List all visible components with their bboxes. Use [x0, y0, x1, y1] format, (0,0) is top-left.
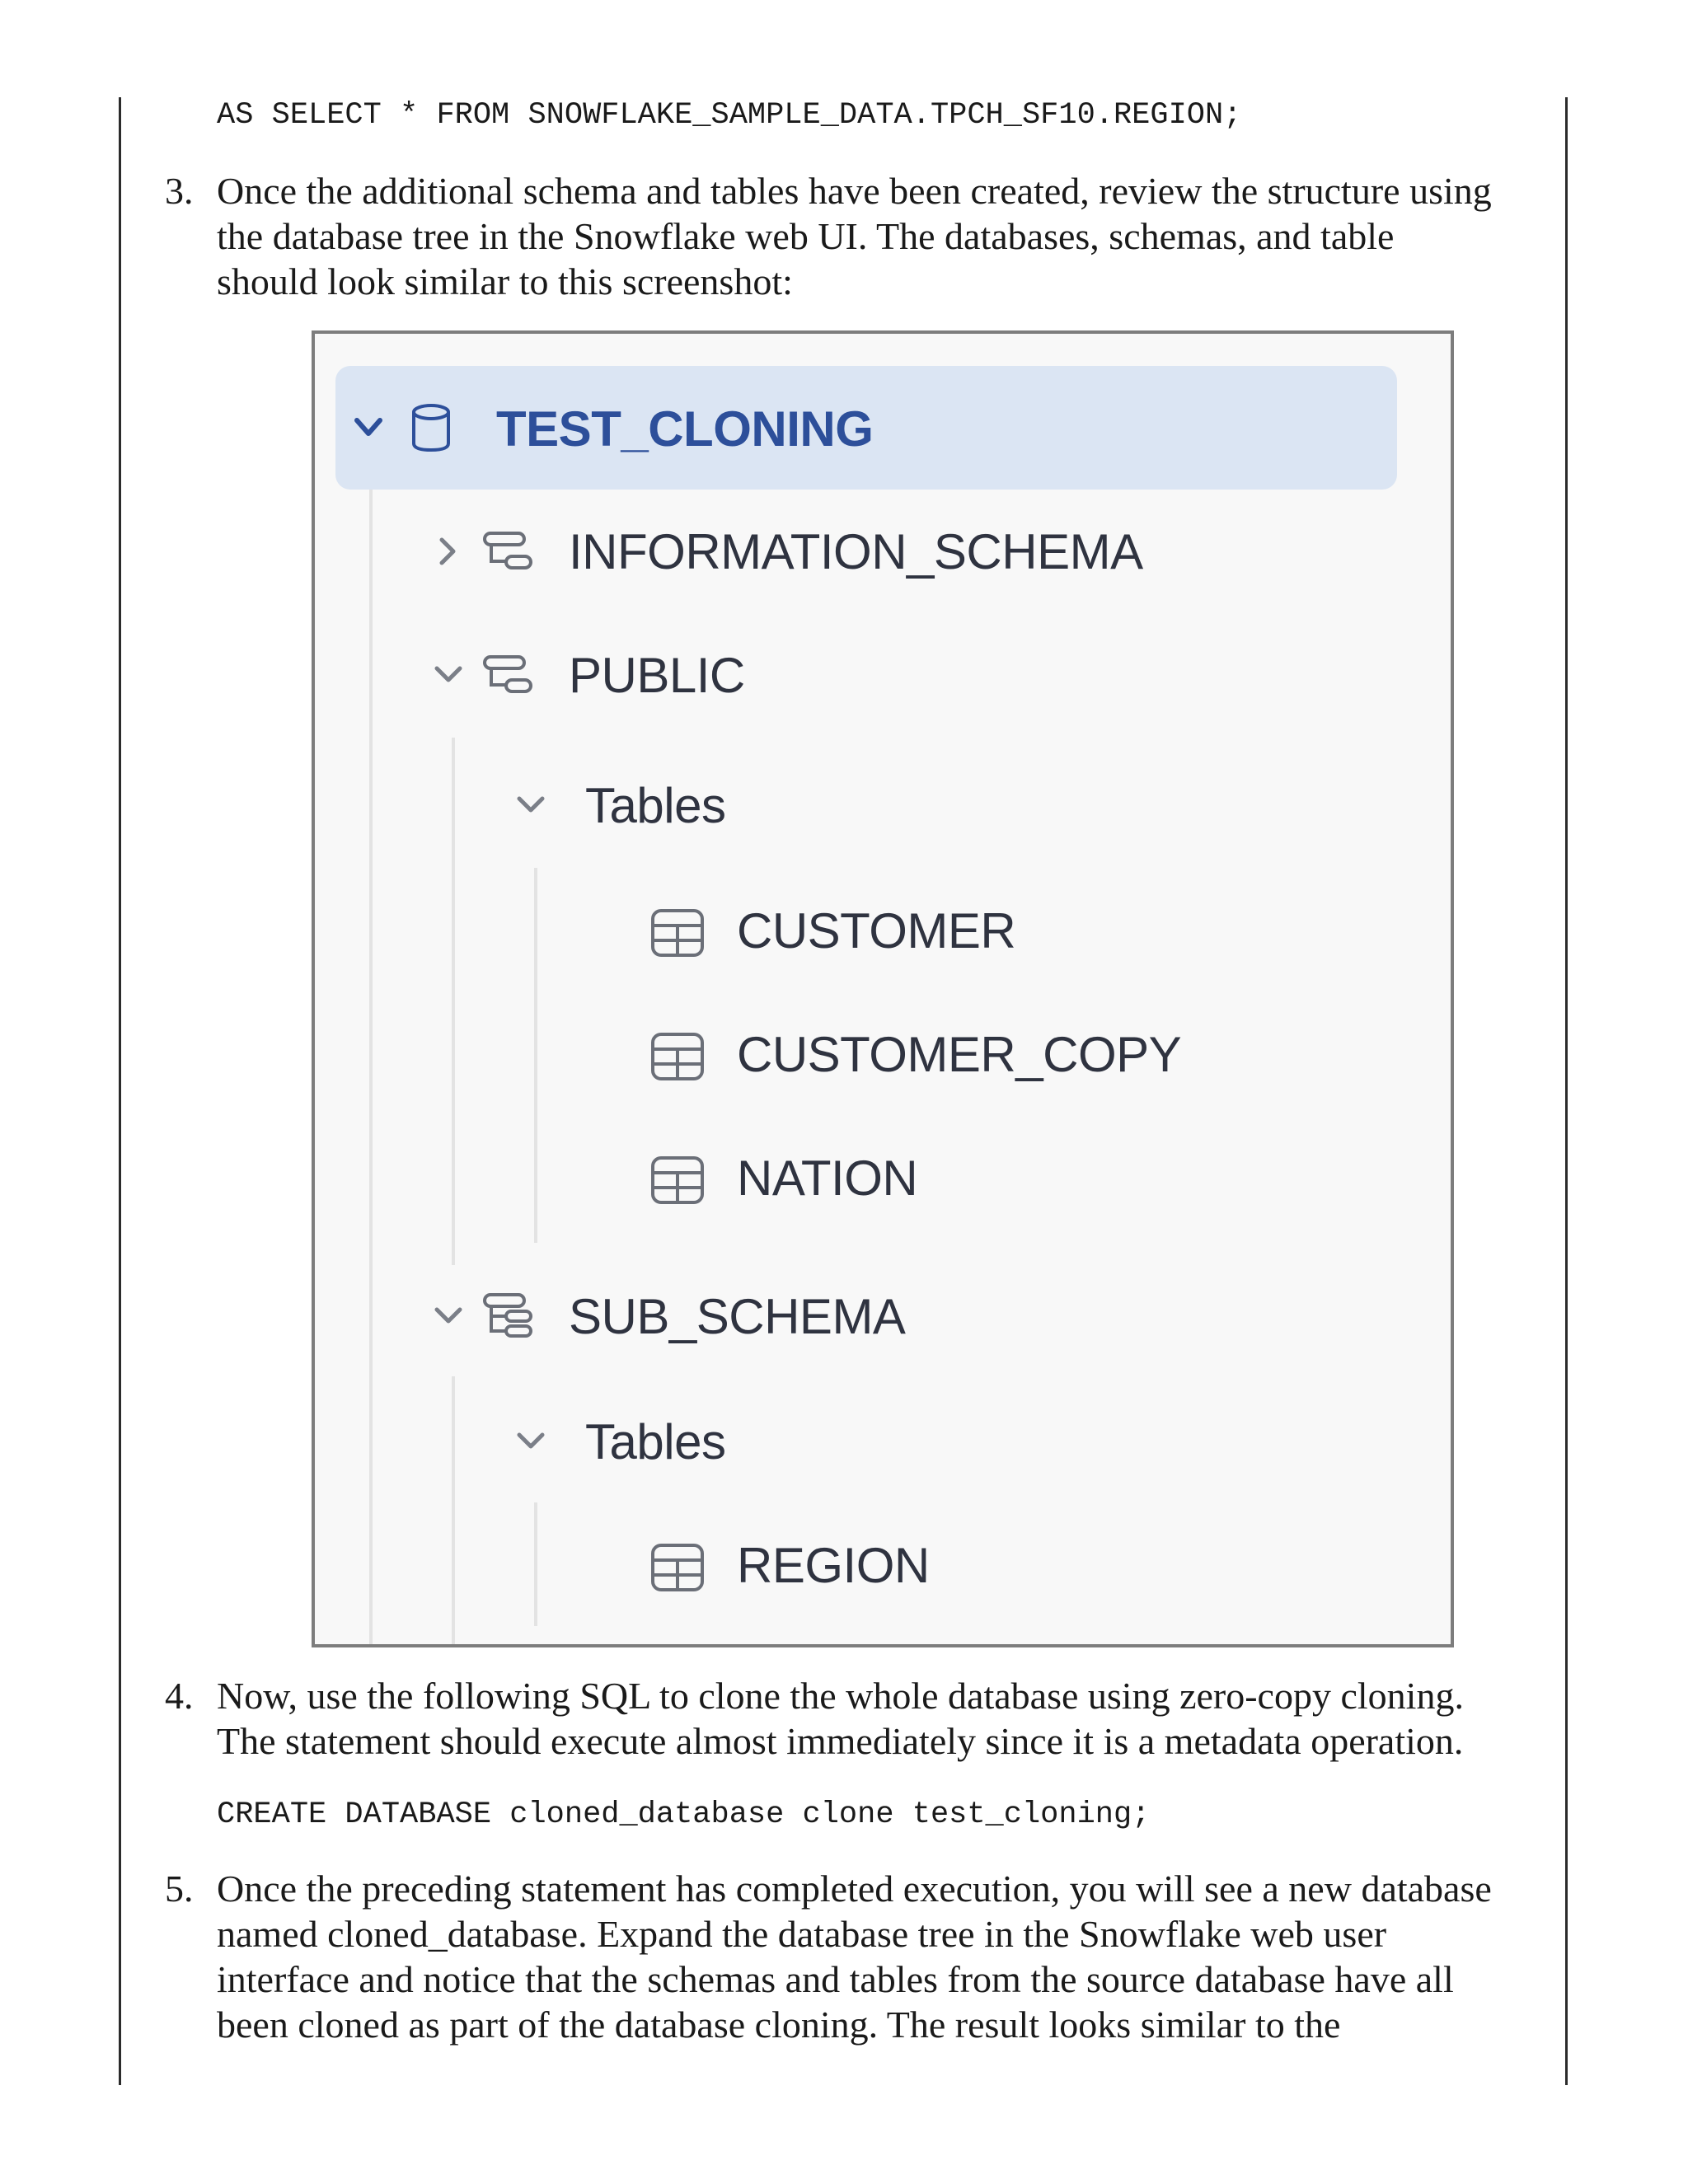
table-name: REGION — [737, 1538, 930, 1593]
tree-guide-line — [534, 868, 537, 1243]
tree-item-sub-schema[interactable] — [430, 1263, 1337, 1371]
chevron-down-icon — [350, 409, 387, 445]
table-icon — [649, 907, 706, 958]
chevron-down-icon — [430, 658, 467, 691]
database-icon — [410, 402, 452, 453]
step-text — [217, 168, 1568, 304]
database-name: TEST_CLONING — [496, 401, 874, 457]
step-text — [217, 1673, 1568, 1764]
code-line-region-select: AS SELECT * FROM SNOWFLAKE_SAMPLE_DATA.TPCH_SF10.REGION; — [217, 98, 1242, 133]
tree-guide-line — [369, 490, 373, 1647]
chevron-down-icon — [430, 1300, 467, 1333]
schema-icon — [481, 1291, 534, 1343]
table-icon — [649, 1155, 706, 1206]
text-line: interface and notice that the schemas and tables from the source database have all — [217, 1958, 1454, 2000]
database-tree-screenshot — [312, 330, 1454, 1647]
tree-item-tables-folder[interactable] — [513, 1389, 1254, 1496]
tree-item-information-schema[interactable] — [430, 499, 1337, 606]
text-line: Once the additional schema and tables have been created, review the structure using — [217, 170, 1492, 212]
code-line-create-database: CREATE DATABASE cloned_database clone test_cloning; — [217, 1797, 1151, 1832]
table-name: NATION — [737, 1151, 918, 1206]
step-number: 5. — [165, 1868, 194, 1910]
text-line: The statement should execute almost immediately since it is a metadata operation. — [217, 1720, 1464, 1762]
schema-icon — [481, 530, 534, 574]
tree-item-table-region[interactable] — [649, 1512, 1309, 1619]
step-text — [217, 1866, 1568, 2047]
folder-name: Tables — [585, 1414, 726, 1469]
tree-item-table-nation[interactable] — [649, 1125, 1309, 1232]
text-line: Once the preceding statement has completed execution, you will see a new database — [217, 1868, 1492, 1910]
table-name: CUSTOMER — [737, 903, 1016, 958]
tree-item-table-customer[interactable] — [649, 878, 1309, 985]
text-line: the database tree in the Snowflake web UI. The databases, schemas, and table — [217, 215, 1395, 257]
right-margin-rule — [1565, 97, 1568, 2085]
schema-icon — [481, 654, 534, 698]
schema-name: PUBLIC — [569, 648, 745, 703]
text-line: Now, use the following SQL to clone the whole database using zero-copy cloning. — [217, 1675, 1464, 1717]
tree-item-public[interactable] — [430, 622, 1337, 729]
schema-name: INFORMATION_SCHEMA — [569, 524, 1143, 579]
text-line: been cloned as part of the database cloning. The result looks similar to the — [217, 2004, 1341, 2046]
table-icon — [649, 1542, 706, 1593]
folder-name: Tables — [585, 778, 726, 833]
text-line: named cloned_database. Expand the database tree in the Snowflake web user — [217, 1913, 1387, 1955]
tree-item-tables-folder[interactable] — [513, 752, 1254, 860]
tree-item-table-customer-copy[interactable] — [649, 1001, 1309, 1108]
tree-guide-line — [452, 1376, 455, 1647]
chevron-down-icon — [513, 1425, 549, 1458]
text-line: should look similar to this screenshot: — [217, 260, 793, 302]
tree-guide-line — [452, 738, 455, 1265]
step-number: 3. — [165, 170, 194, 212]
schema-name: SUB_SCHEMA — [569, 1289, 906, 1344]
tree-item-test-cloning[interactable] — [335, 366, 1397, 490]
step-number: 4. — [165, 1675, 194, 1717]
table-name: CUSTOMER_COPY — [737, 1027, 1182, 1082]
chevron-down-icon — [513, 789, 549, 822]
table-icon — [649, 1031, 706, 1082]
chevron-right-icon — [430, 533, 463, 569]
left-margin-rule — [119, 97, 121, 2085]
tree-guide-line — [534, 1502, 537, 1626]
